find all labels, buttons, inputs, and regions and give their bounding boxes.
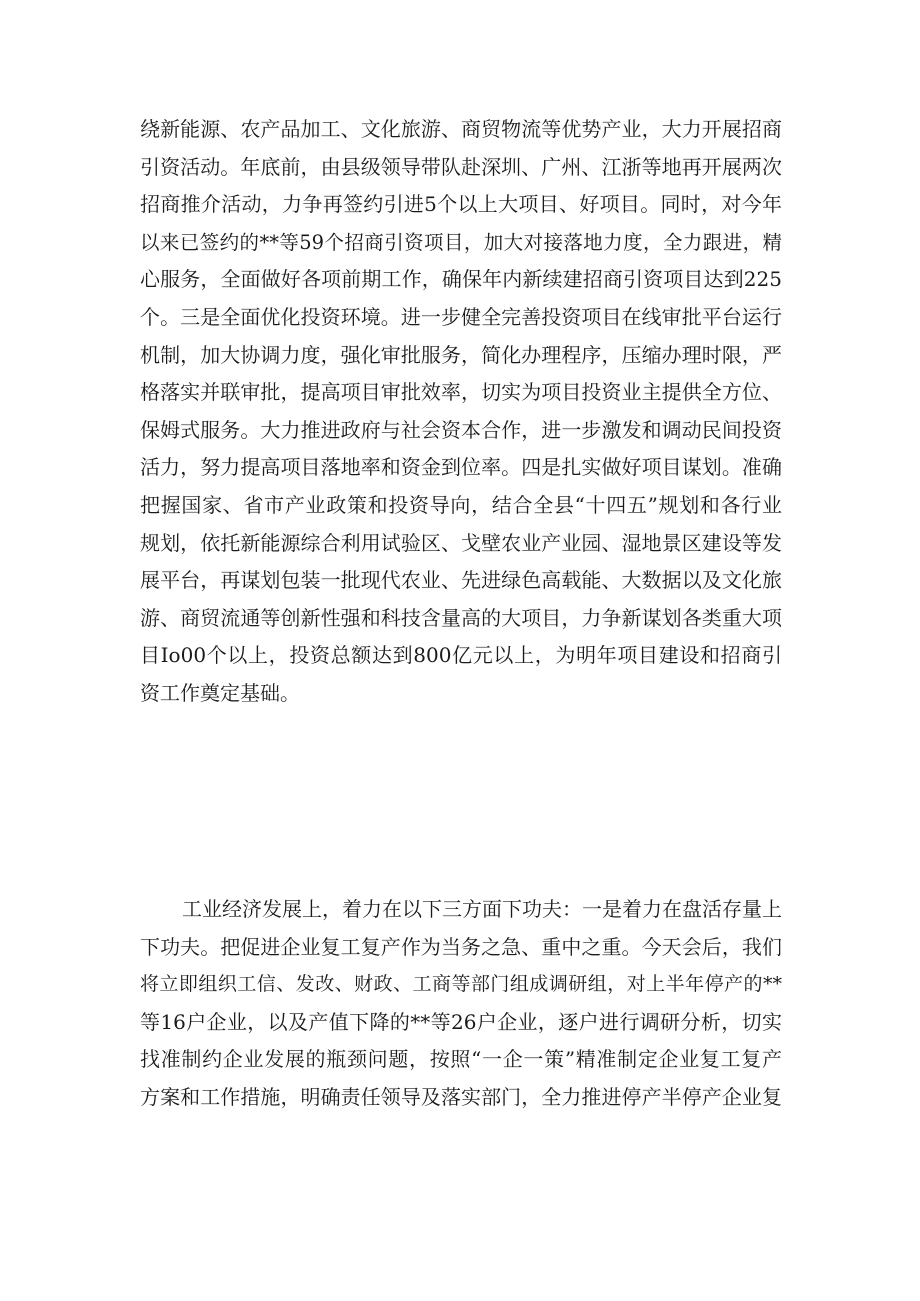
text-line: 招商推介活动，力争再签约引进5个以上大项目、好项目。同时，对今年: [140, 192, 782, 217]
text-line: 等16户企业，以及产值下降的**等26户企业，逐户进行调研分析，切实: [140, 1009, 782, 1034]
text-line: 规划，依托新能源综合利用试验区、戈壁农业产业园、湿地景区建设等发: [140, 530, 782, 555]
text-line: 找准制约企业发展的瓶颈问题，按照“一企一策”精准制定企业复工复产: [140, 1047, 782, 1072]
text-line: 展平台，再谋划包装一批现代农业、先进绿色高载能、大数据以及文化旅: [140, 568, 782, 593]
paragraph-investment: [140, 111, 782, 713]
paragraph-industrial-economy: [140, 891, 782, 1117]
text-line: 将立即组织工信、发改、财政、工商等部门组成调研组，对上半年停产的**: [140, 973, 782, 996]
text-line: 工业经济发展上，着力在以下三方面下功夫：一是着力在盘活存量上: [182, 897, 782, 921]
text-line: 心服务，全面做好各项前期工作，确保年内新续建招商引资项目达到225: [140, 267, 782, 292]
text-line: 下功夫。把促进企业复工复产作为当务之急、重中之重。今天会后，我们: [140, 934, 782, 959]
text-line: 机制，加大协调力度，强化审批服务，简化办理程序，压缩办理时限，严: [140, 342, 782, 367]
text-line: 把握国家、省市产业政策和投资导向，结合全县“十四五”规划和各行业: [140, 492, 782, 517]
text-line: 以来已签约的**等59个招商引资项目，加大对接落地力度，全力跟进，精: [140, 230, 782, 254]
text-line: 资工作奠定基础。: [140, 680, 300, 705]
text-line: 游、商贸流通等创新性强和科技含量高的大项目，力争新谋划各类重大项: [140, 605, 782, 630]
text-line: 目Io00个以上，投资总额达到800亿元以上，为明年项目建设和招商引: [140, 643, 782, 668]
text-line: 格落实并联审批，提高项目审批效率，切实为项目投资业主提供全方位、: [140, 380, 782, 405]
text-line: 保姆式服务。大力推进政府与社会资本合作，进一步激发和调动民间投资: [140, 417, 782, 442]
text-line: 活力，努力提高项目落地率和资金到位率。四是扎实做好项目谋划。准确: [140, 455, 782, 480]
text-line: 方案和工作措施，明确责任领导及落实部门，全力推进停产半停产企业复: [140, 1084, 782, 1109]
text-line: 绕新能源、农产品加工、文化旅游、商贸物流等优势产业，大力开展招商: [140, 117, 782, 141]
text-line: 引资活动。年底前，由县级领导带队赴深圳、广州、江浙等地再开展两次: [140, 154, 782, 179]
text-line: 个。三是全面优化投资环境。进一步健全完善投资项目在线审批平台运行: [140, 304, 782, 329]
